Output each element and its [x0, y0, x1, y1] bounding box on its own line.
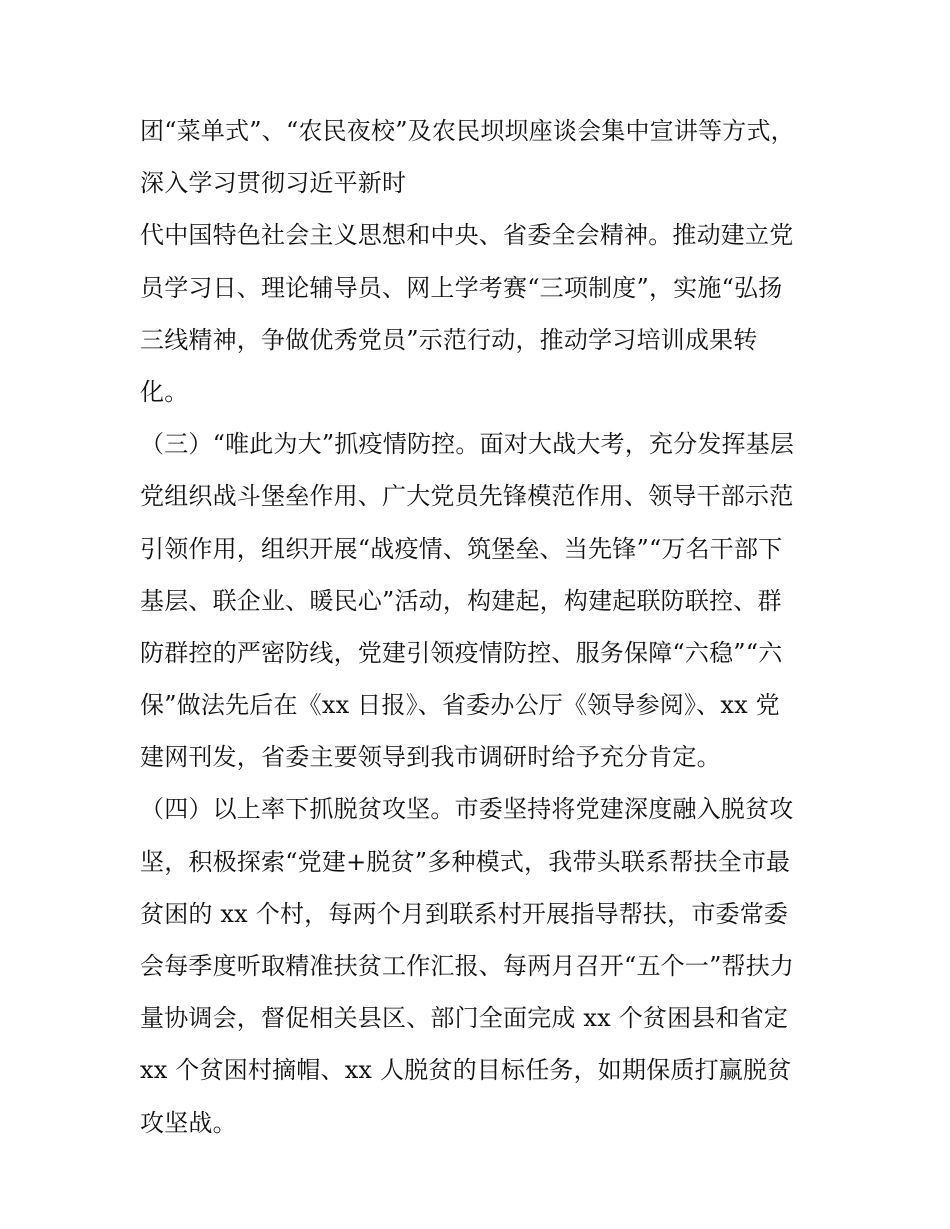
- text-line: xx 个贫困村摘帽、xx 人脱贫的目标任务，如期保质打赢脱贫: [140, 1056, 792, 1085]
- text-line: 坚，积极探索“党建+脱贫”多种模式，我带头联系帮扶全市最: [140, 847, 791, 876]
- text-line: 贫困的 xx 个村，每两个月到联系村开展指导帮扶，市委常委: [140, 899, 789, 928]
- text-line: 量协调会，督促相关县区、部门全面完成 xx 个贫困县和省定: [140, 1004, 789, 1033]
- text-line: 党组织战斗堡垒作用、广大党员先锋模范作用、领导干部示范: [140, 482, 794, 511]
- text-line: 建网刊发，省委主要领导到我市调研时给予充分肯定。: [140, 743, 721, 772]
- text-line: 代中国特色社会主义思想和中央、省委全会精神。推动建立党: [140, 221, 794, 250]
- text-line: 基层、联企业、暖民心”活动，构建起，构建起联防联控、群: [140, 586, 782, 615]
- text-line: 引领作用，组织开展“战疫情、筑堡垒、当先锋”“万名干部下: [140, 534, 783, 563]
- section-heading-line: （四）以上率下抓脱贫攻坚。市委坚持将党建深度融入脱贫攻: [140, 795, 794, 824]
- text-line: 团“菜单式”、“农民夜校”及农民坝坝座谈会集中宣讲等方式，: [140, 117, 795, 145]
- text-line: 三线精神，争做优秀党员”示范行动，推动学习培训成果转: [140, 325, 758, 354]
- text-line: 攻坚战。: [140, 1108, 237, 1137]
- text-line: 员学习日、理论辅导员、网上学考赛“三项制度”，实施“弘扬: [140, 273, 783, 302]
- text-line: 防群控的严密防线，党建引领疫情防控、服务保障“六稳”“六: [140, 638, 783, 667]
- text-line: 化。: [140, 377, 189, 406]
- section-heading-line: （三）“唯此为大”抓疫情防控。面对大战大考，充分发挥基层: [140, 430, 795, 459]
- document-body: [140, 105, 830, 1149]
- text-line: 深入学习贯彻习近平新时: [140, 169, 407, 198]
- text-line: 保”做法先后在《xx 日报》、省委办公厅《领导参阅》、xx 党: [140, 691, 780, 720]
- text-line: 会每季度听取精准扶贫工作汇报、每两月召开“五个一”帮扶力: [140, 952, 795, 980]
